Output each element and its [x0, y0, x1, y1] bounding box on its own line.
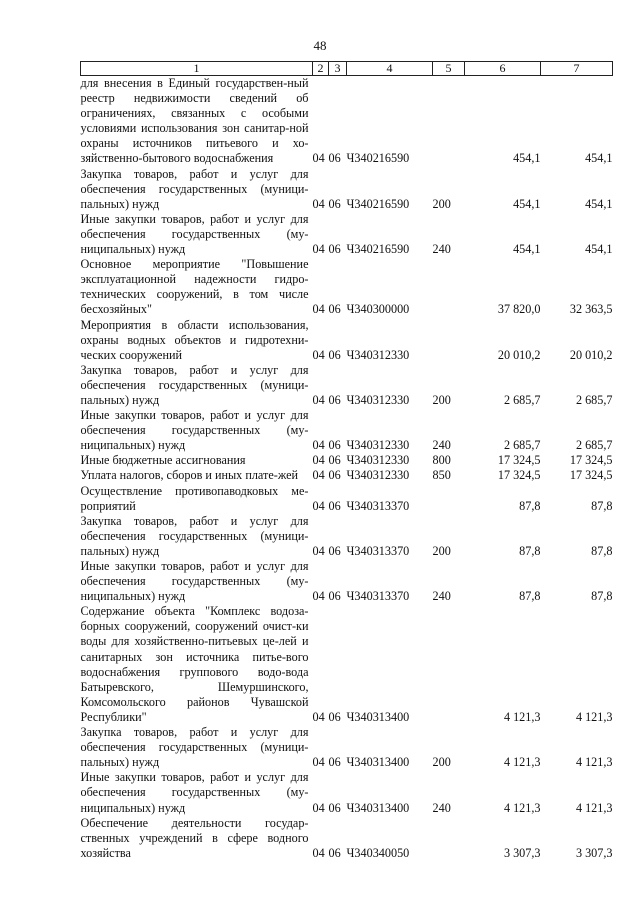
row-subsection-code: 06 — [328, 543, 341, 558]
budget-table — [80, 61, 613, 861]
row-section-code: 04 — [312, 709, 325, 724]
row-expense-type: 200 — [432, 543, 451, 558]
row-section-code: 04 — [312, 800, 325, 815]
row-expense-type — [433, 318, 465, 363]
row-description: Содержание объекта "Комплекс водоза-борных сооружений, сооружений очист-ки воды для хозяйственно-питьевых це-лей и санитарных зон источника питье-вого водоснабжения группового водо-вода Батыревского, Шемуршинского, Комсомольского районов Чувашской Республики" — [80, 604, 309, 724]
row-amount-planned: 17 324,5 — [497, 468, 541, 483]
header-col-1: 1 — [81, 62, 313, 76]
row-subsection-code: 06 — [328, 709, 341, 724]
table-row — [81, 468, 613, 483]
row-target-article: Ч340312330 — [346, 347, 410, 362]
header-col-3: 3 — [329, 62, 347, 76]
row-amount-planned: 454,1 — [513, 196, 541, 211]
row-target-article: Ч340312330 — [346, 453, 410, 468]
row-expense-type: 850 — [432, 468, 451, 483]
row-subsection-code: 06 — [328, 498, 341, 513]
row-description: Осуществление противопаводковых ме-роприятий — [80, 483, 309, 513]
table-body — [81, 76, 613, 861]
row-amount-executed: 2 685,7 — [575, 438, 613, 453]
table-row — [81, 257, 613, 317]
row-amount-planned: 2 685,7 — [503, 392, 541, 407]
row-subsection-code: 06 — [328, 845, 341, 860]
row-amount-planned: 87,8 — [519, 543, 541, 558]
table-row — [81, 363, 613, 408]
row-description: Мероприятия в области использования, охраны водных объектов и гидротехни-ческих сооружений — [80, 317, 309, 362]
row-amount-executed: 4 121,3 — [575, 709, 613, 724]
row-description: Уплата налогов, сборов и иных плате-жей — [80, 468, 299, 483]
row-subsection-code: 06 — [328, 151, 341, 166]
row-amount-planned: 454,1 — [513, 151, 541, 166]
row-target-article: Ч340300000 — [346, 302, 410, 317]
row-subsection-code: 06 — [328, 392, 341, 407]
page-number: 48 — [313, 38, 327, 53]
header-col-2: 2 — [313, 62, 329, 76]
row-description: Иные закупки товаров, работ и услуг для обеспечения государственных (му-ниципальных) нужд — [80, 408, 309, 453]
row-description: Закупка товаров, работ и услуг для обеспечения государственных (муници-пальных) нужд — [80, 725, 309, 770]
row-section-code: 04 — [312, 589, 325, 604]
row-amount-executed: 20 010,2 — [569, 347, 613, 362]
row-section-code: 04 — [312, 498, 325, 513]
row-section-code: 04 — [312, 845, 325, 860]
row-target-article: Ч340313370 — [346, 498, 410, 513]
row-expense-type: 200 — [432, 755, 451, 770]
row-target-article: Ч340312330 — [346, 392, 410, 407]
table-header — [81, 62, 613, 76]
row-expense-type: 200 — [432, 196, 451, 211]
row-expense-type — [433, 816, 465, 861]
row-amount-planned: 37 820,0 — [497, 302, 541, 317]
row-amount-executed: 454,1 — [585, 242, 613, 257]
row-amount-executed: 454,1 — [585, 196, 613, 211]
row-subsection-code: 06 — [328, 453, 341, 468]
row-expense-type: 800 — [432, 453, 451, 468]
header-col-7: 7 — [541, 62, 613, 76]
table-row — [81, 167, 613, 212]
row-amount-executed: 3 307,3 — [575, 845, 613, 860]
row-amount-executed: 87,8 — [591, 589, 613, 604]
table-row — [81, 212, 613, 257]
row-amount-planned: 20 010,2 — [497, 347, 541, 362]
row-amount-planned: 3 307,3 — [503, 845, 541, 860]
row-subsection-code: 06 — [328, 302, 341, 317]
row-section-code: 04 — [312, 302, 325, 317]
table-row — [81, 408, 613, 453]
row-expense-type: 240 — [432, 242, 451, 257]
row-amount-executed: 17 324,5 — [569, 453, 613, 468]
row-expense-type: 240 — [432, 589, 451, 604]
row-section-code: 04 — [312, 347, 325, 362]
row-description: Иные закупки товаров, работ и услуг для обеспечения государственных (му-ниципальных) нужд — [80, 770, 309, 815]
row-amount-planned: 2 685,7 — [503, 438, 541, 453]
row-description: Закупка товаров, работ и услуг для обеспечения государственных (муници-пальных) нужд — [80, 362, 309, 407]
row-amount-executed: 454,1 — [585, 151, 613, 166]
row-expense-type: 240 — [432, 800, 451, 815]
row-subsection-code: 06 — [328, 196, 341, 211]
row-target-article: Ч340216590 — [346, 151, 410, 166]
row-subsection-code: 06 — [328, 242, 341, 257]
table-row — [81, 514, 613, 559]
row-description: Закупка товаров, работ и услуг для обеспечения государственных (муници-пальных) нужд — [80, 513, 309, 558]
row-target-article: Ч340216590 — [346, 196, 410, 211]
row-expense-type — [433, 257, 465, 317]
row-amount-planned: 4 121,3 — [503, 755, 541, 770]
row-amount-executed: 4 121,3 — [575, 800, 613, 815]
table-row — [81, 725, 613, 770]
row-description: Закупка товаров, работ и услуг для обеспечения государственных (муници-пальных) нужд — [80, 166, 309, 211]
row-subsection-code: 06 — [328, 755, 341, 770]
row-description: Иные бюджетные ассигнования — [80, 453, 246, 468]
table-row — [81, 816, 613, 861]
table-row — [81, 318, 613, 363]
row-target-article: Ч340312330 — [346, 438, 410, 453]
row-section-code: 04 — [312, 438, 325, 453]
row-subsection-code: 06 — [328, 589, 341, 604]
row-target-article: Ч340313370 — [346, 543, 410, 558]
row-section-code: 04 — [312, 755, 325, 770]
row-expense-type — [433, 76, 465, 167]
row-expense-type: 240 — [432, 438, 451, 453]
table-row — [81, 770, 613, 815]
row-amount-executed: 17 324,5 — [569, 468, 613, 483]
row-amount-executed: 87,8 — [591, 543, 613, 558]
row-section-code: 04 — [312, 151, 325, 166]
row-subsection-code: 06 — [328, 800, 341, 815]
row-description: Обеспечение деятельности государ-ственных учреждений в сфере водного хозяйства — [80, 815, 309, 860]
row-amount-planned: 4 121,3 — [503, 800, 541, 815]
row-amount-planned: 87,8 — [519, 498, 541, 513]
header-col-4: 4 — [347, 62, 433, 76]
row-subsection-code: 06 — [328, 438, 341, 453]
header-col-5: 5 — [433, 62, 465, 76]
row-target-article: Ч340216590 — [346, 242, 410, 257]
row-subsection-code: 06 — [328, 468, 341, 483]
row-section-code: 04 — [312, 196, 325, 211]
row-target-article: Ч340312330 — [346, 468, 410, 483]
header-col-6: 6 — [465, 62, 541, 76]
row-section-code: 04 — [312, 468, 325, 483]
row-amount-planned: 17 324,5 — [497, 453, 541, 468]
row-amount-executed: 87,8 — [591, 498, 613, 513]
row-description: Иные закупки товаров, работ и услуг для обеспечения государственных (му-ниципальных) нужд — [80, 211, 309, 257]
row-subsection-code: 06 — [328, 347, 341, 362]
row-amount-executed: 32 363,5 — [569, 302, 613, 317]
table-row — [81, 76, 613, 167]
table-row — [81, 604, 613, 725]
row-section-code: 04 — [312, 392, 325, 407]
row-expense-type — [433, 484, 465, 514]
row-expense-type: 200 — [432, 392, 451, 407]
row-description: Иные закупки товаров, работ и услуг для обеспечения государственных (му-ниципальных) нужд — [80, 559, 309, 604]
row-description: для внесения в Единый государствен-ный реестр недвижимости сведений об ограничениях, связанных с особыми условиями использования зон санитар-ной охраны источников питьевого и хо-зяйственно-бытового водоснабжения — [80, 76, 309, 166]
row-section-code: 04 — [312, 453, 325, 468]
row-amount-executed: 4 121,3 — [575, 755, 613, 770]
row-amount-planned: 4 121,3 — [503, 709, 541, 724]
table-row — [81, 453, 613, 468]
row-target-article: Ч340340050 — [346, 845, 410, 860]
table-row — [81, 559, 613, 604]
row-amount-planned: 454,1 — [513, 242, 541, 257]
row-section-code: 04 — [312, 242, 325, 257]
row-target-article: Ч340313400 — [346, 709, 410, 724]
row-target-article: Ч340313370 — [346, 589, 410, 604]
row-section-code: 04 — [312, 543, 325, 558]
row-target-article: Ч340313400 — [346, 755, 410, 770]
row-amount-planned: 87,8 — [519, 589, 541, 604]
table-row — [81, 484, 613, 514]
row-expense-type — [433, 604, 465, 725]
row-description: Основное мероприятие "Повышение эксплуатационной надежности гидро-технических сооружений, в том числе бесхозяйных" — [80, 257, 309, 317]
row-target-article: Ч340313400 — [346, 800, 410, 815]
row-amount-executed: 2 685,7 — [575, 392, 613, 407]
